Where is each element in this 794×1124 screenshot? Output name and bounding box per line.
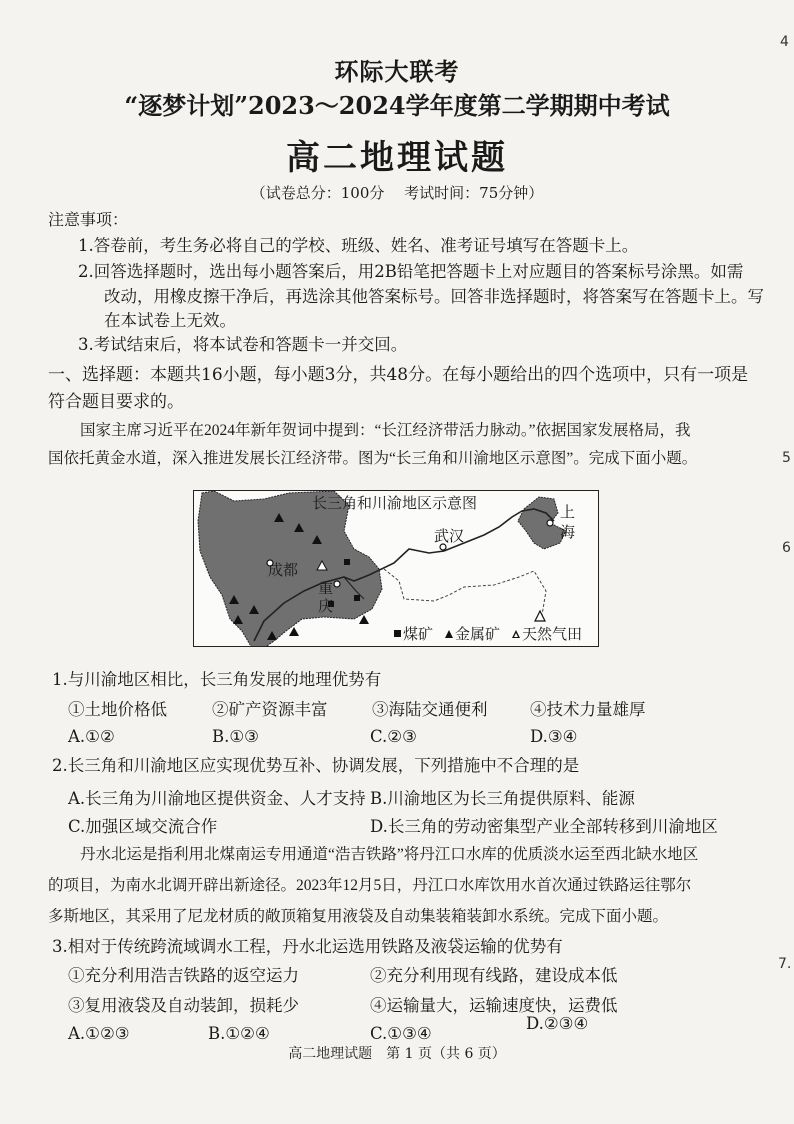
subject-title: 高二地理试题	[286, 138, 508, 178]
edge-mark: 4	[780, 34, 789, 50]
gas-field-symbol	[535, 611, 545, 621]
legend-metal: 金属矿	[445, 623, 500, 644]
note-line: 1.答卷前，考生务必将自己的学校、班级、姓名、准考证号填写在答题卡上。	[78, 236, 639, 255]
passage-line: 的项目，为南水北调开辟出新途径。2023年12月5日，丹江口水库饮用水首次通过铁路运往鄂尔	[48, 877, 692, 894]
edge-mark: 7.	[778, 956, 792, 972]
q3-option-b[interactable]: B.①②④	[208, 1024, 270, 1043]
section-instructions: 一、选择题：本题共16小题，每小题3分，共48分。在每小题给出的四个选项中，只有一项是	[48, 365, 749, 385]
metal-legend-icon	[445, 630, 453, 638]
passage-line: 国家主席习近平在2024年新年贺词中提到：“长江经济带活力脉动。”依据国家发展格局，我	[80, 422, 691, 439]
exam-org: 环际大联考	[334, 57, 460, 86]
legend-gas: 天然气田	[512, 623, 582, 644]
q1-option-a[interactable]: A.①②	[68, 727, 115, 746]
page-footer: 高二地理试题 第 1 页（共 6 页）	[288, 1046, 506, 1062]
q2-option-d[interactable]: D.长三角的劳动密集型产业全部转移到川渝地区	[370, 817, 718, 836]
coal-symbol	[354, 595, 360, 601]
q2-option-c[interactable]: C.加强区域交流合作	[68, 817, 218, 836]
boundary-line	[384, 569, 546, 615]
q1-item: ④技术力量雄厚	[530, 700, 646, 719]
notes-title: 注意事项：	[48, 210, 129, 229]
region-map	[193, 490, 599, 647]
legend-coal: 煤矿	[394, 623, 433, 644]
label-chongqing-1: 重	[318, 579, 334, 597]
exam-name: “逐梦计划”2023～2024学年度第二学期期中考试	[124, 91, 670, 120]
edge-mark: 5	[782, 450, 791, 466]
label-chongqing-2: 庆	[318, 597, 334, 615]
note-line: 2.回答选择题时，选出每小题答案后，用2B铅笔把答题卡上对应题目的答案标号涂黑。如需	[78, 262, 744, 281]
question-2-stem: 2.长三角和川渝地区应实现优势互补、协调发展，下列措施中不合理的是	[52, 756, 580, 775]
section-instructions: 符合题目要求的。	[48, 392, 184, 412]
q1-option-c[interactable]: C.②③	[370, 727, 417, 746]
q1-item: ①土地价格低	[68, 700, 167, 719]
passage-line: 国依托黄金水道，深入推进发展长江经济带。图为“长三角和川渝地区示意图”。完成下面小题。	[48, 450, 698, 467]
coal-legend-icon	[394, 630, 401, 637]
q3-item: ④运输量大，运输速度快，运费低	[370, 996, 618, 1015]
passage-line: 多斯地区，其采用了尼龙材质的敞顶箱复用液袋及自动集装箱装卸水系统。完成下面小题。	[48, 908, 669, 925]
q3-option-d[interactable]: D.②③④	[526, 1014, 589, 1033]
q2-option-a[interactable]: A.长三角为川渝地区提供资金、人才支持	[68, 789, 366, 808]
q3-option-c[interactable]: C.①③④	[370, 1024, 432, 1043]
note-line: 改动，用橡皮擦干净后，再选涂其他答案标号。回答非选择题时，将答案写在答题卡上。写	[104, 287, 764, 306]
exam-meta: （试卷总分：100分 考试时间：75分钟）	[250, 184, 544, 202]
coal-symbol	[344, 559, 350, 565]
passage-line: 丹水北运是指利用北煤南运专用通道“浩吉铁路”将丹江口水库的优质淡水运至西北缺水地区	[80, 846, 699, 863]
note-line: 在本试卷上无效。	[104, 311, 236, 330]
label-wuhan: 武汉	[434, 527, 465, 545]
shanghai-marker	[547, 520, 553, 526]
gas-legend-icon	[512, 630, 520, 638]
label-shanghai-1: 上	[560, 503, 576, 521]
label-chengdu: 成都	[268, 561, 299, 579]
q1-item: ②矿产资源丰富	[212, 700, 328, 719]
metal-ore-symbol	[289, 627, 299, 636]
map-legend	[394, 623, 582, 644]
label-shanghai-2: 海	[560, 523, 576, 541]
q3-item: ③复用液袋及自动装卸，损耗少	[68, 996, 299, 1015]
q2-option-b[interactable]: B.川渝地区为长三角提供原料、能源	[370, 789, 635, 808]
q3-item: ①充分利用浩吉铁路的返空运力	[68, 966, 299, 985]
q1-item: ③海陆交通便利	[372, 700, 488, 719]
q1-option-d[interactable]: D.③④	[530, 727, 578, 746]
chongqing-marker	[334, 581, 340, 587]
q1-option-b[interactable]: B.①③	[212, 727, 259, 746]
yangtze-delta-region	[518, 497, 566, 549]
note-line: 3.考试结束后，将本试卷和答题卡一并交回。	[78, 335, 408, 354]
question-1-stem: 1.与川渝地区相比，长三角发展的地理优势有	[52, 670, 382, 689]
q3-option-a[interactable]: A.①②③	[68, 1024, 130, 1043]
question-3-stem: 3.相对于传统跨流域调水工程，丹水北运选用铁路及液袋运输的优势有	[52, 937, 563, 956]
metal-ore-symbol	[359, 615, 369, 624]
q3-item: ②充分利用现有线路，建设成本低	[370, 966, 618, 985]
map-title: 长三角和川渝地区示意图	[312, 494, 478, 512]
edge-mark: 6	[782, 540, 791, 556]
